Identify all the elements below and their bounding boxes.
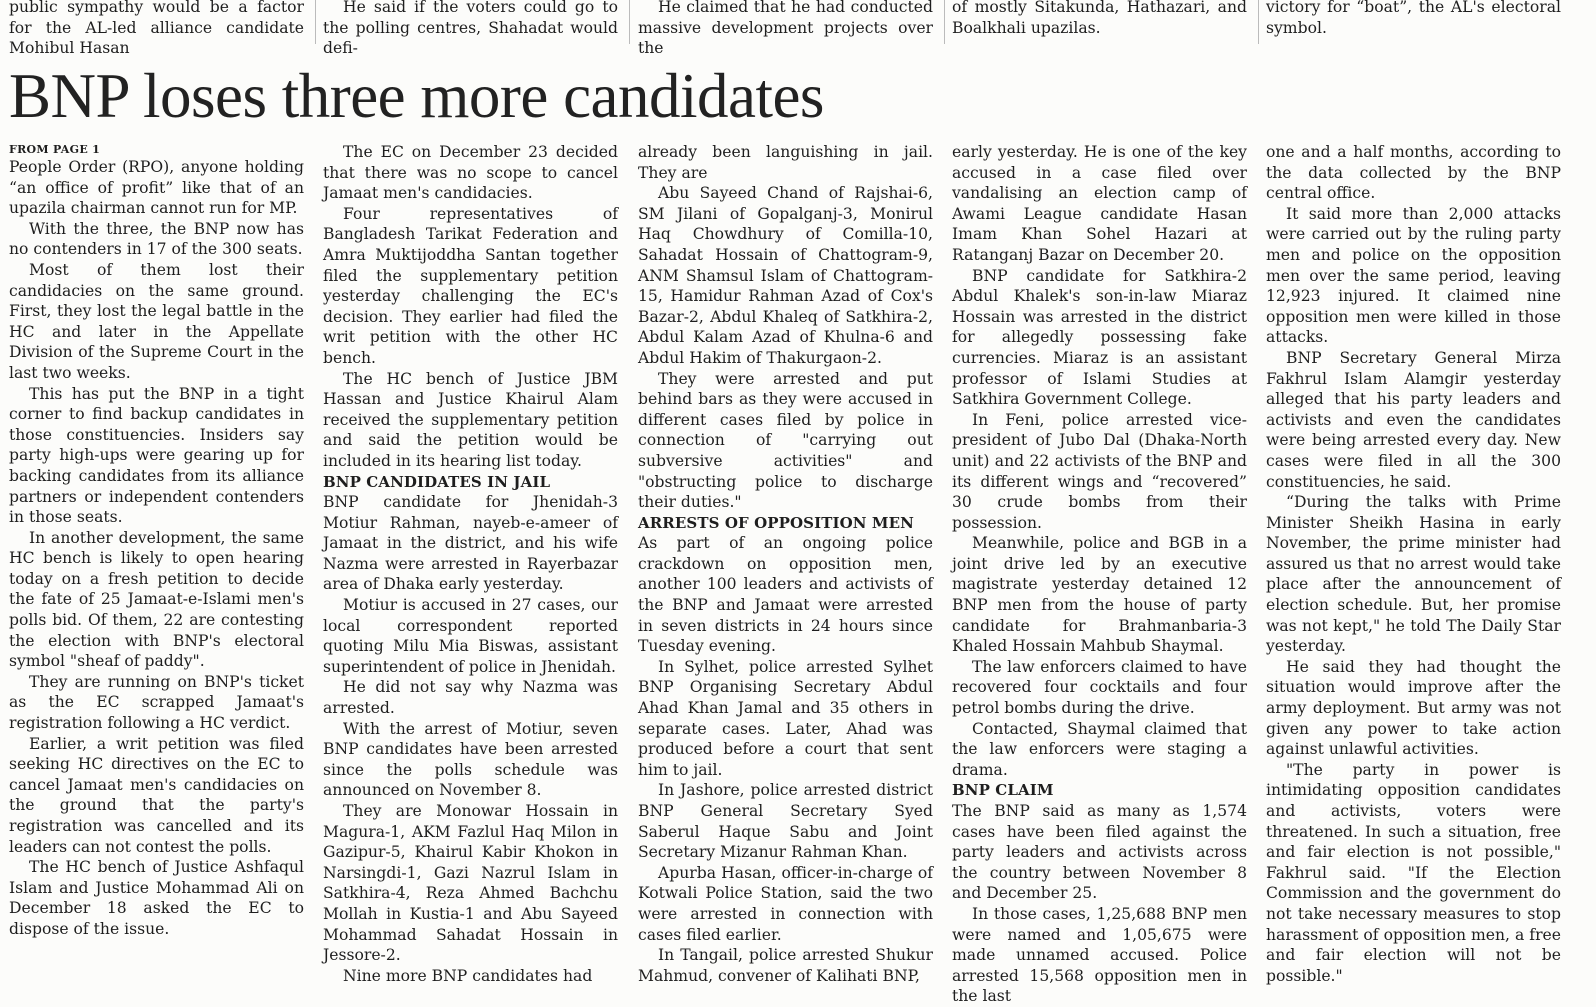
subheading: BNP CANDIDATES IN JAIL bbox=[323, 472, 551, 491]
paragraph: In Feni, police arrested vice-president of Jubo Dal (Dhaka-North unit) and 22 activists of the BNP and its different wings and “recovered” 30 crude bombs from their possession. bbox=[952, 410, 1247, 532]
column-rule bbox=[944, 0, 945, 44]
paragraph: "The party in power is intimidating opposition candidates and activists, voters were threatened. In such a situation, free and fair election is not possible," Fakhrul said. "If the Election Commission and the government do not take necessary measures to stop harassment of opposition men, a free and fair election will not be possible." bbox=[1266, 760, 1561, 985]
paragraph: In those cases, 1,25,688 BNP men were named and 1,05,675 were made unnamed accused. Police arrested 15,568 opposition men in the last bbox=[952, 904, 1247, 1006]
paragraph: The EC on December 23 decided that there was no scope to cancel Jamaat men's candidacies. bbox=[323, 143, 618, 203]
article-column-4 bbox=[952, 142, 1247, 1006]
paragraph: Most of them lost their candidacies on the same ground. First, they lost the legal battle in the HC and later in the Appellate Division of the Supreme Court in the last two weeks. bbox=[9, 260, 304, 382]
top-column-text: public sympathy would be a factor for the AL-led alliance candidate Mohibul Hasan bbox=[9, 0, 304, 58]
paragraph: The law enforcers claimed to have recovered four cocktails and four petrol bombs during the drive. bbox=[952, 657, 1247, 718]
paragraph: They are running on BNP's ticket as the EC scrapped Jamaat's registration following a HC verdict. bbox=[9, 672, 304, 733]
column-rule bbox=[315, 0, 316, 44]
paragraph: Meanwhile, police and BGB in a joint drive led by an executive magistrate yesterday detained 12 BNP men from the house of party candidate for Brahmanbaria-3 Khaled Hossain Mahbub Shaymal. bbox=[952, 534, 1247, 656]
paragraph: The HC bench of Justice Ashfaqul Islam and Justice Mohammad Ali on December 18 asked the EC to dispose of the issue. bbox=[9, 858, 304, 938]
paragraph: already been languishing in jail. They are bbox=[638, 143, 933, 182]
paragraph: The BNP said as many as 1,574 cases have been filed against the party leaders and activists across the country between November 8 and December 25. bbox=[952, 802, 1247, 903]
paragraph: Motiur is accused in 27 cases, our local correspondent reported quoting Milu Mia Biswas, assistant superintendent of police in Jhenidah. bbox=[323, 596, 618, 676]
paragraph: Earlier, a writ petition was filed seeking HC directives on the EC to cancel Jamaat men's candidacies on the ground that the party's registration was cancelled and its leaders can not contest the polls. bbox=[9, 734, 304, 856]
paragraph: It said more than 2,000 attacks were carried out by the ruling party men and police on the opposition men over the same period, leaving 12,923 injured. It claimed nine opposition men were killed in those attacks. bbox=[1266, 204, 1561, 347]
paragraph: With the arrest of Motiur, seven BNP candidates have been arrested since the polls schedule was announced on November 8. bbox=[323, 719, 618, 800]
paragraph: early yesterday. He is one of the key accused in a case filed over vandalising an election camp of Awami League candidate Hasan Imam Khan Sohel Hazari at Ratanganj Bazar on December 20. bbox=[952, 143, 1247, 264]
paragraph: “During the talks with Prime Minister Sheikh Hasina in early November, the prime minister had assured us that no arrest would take place after the announcement of election schedule. But, her promise was not kept," he told The Daily Star yesterday. bbox=[1266, 493, 1561, 656]
top-column-4 bbox=[952, 0, 1247, 44]
paragraph: With the three, the BNP now has no contenders in 17 of the 300 seats. bbox=[9, 219, 304, 259]
paragraph: Four representatives of Bangladesh Tarikat Federation and Amra Muktijoddha Santan together filed the supplementary petition yesterday challenging the EC's decision. They earlier had filed the writ petition with the other HC bench. bbox=[323, 204, 618, 367]
paragraph: In Tangail, police arrested Shukur Mahmud, convener of Kalihati BNP, bbox=[638, 946, 933, 985]
continued-from-label: FROM PAGE 1 bbox=[9, 143, 101, 156]
top-column-text: of mostly Sitakunda, Hathazari, and Boalkhali upazilas. bbox=[952, 0, 1247, 37]
paragraph: Apurba Hasan, officer-in-charge of Kotwali Police Station, said the two were arrested in connection with cases filed earlier. bbox=[638, 863, 933, 944]
top-column-1 bbox=[9, 0, 304, 58]
subheading: ARRESTS OF OPPOSITION MEN bbox=[638, 513, 914, 532]
headline: BNP loses three more candidates bbox=[9, 61, 824, 131]
paragraph: The HC bench of Justice JBM Hassan and Justice Khairul Alam received the supplementary petition and said the petition would be included in its hearing list today. bbox=[323, 369, 618, 470]
paragraph: In another development, the same HC bench is likely to open hearing today on a fresh petition to decide the fate of 25 Jamaat-e-Islami men's polls bid. Of them, 22 are contesting the election with BNP's electoral symbol "sheaf of paddy". bbox=[9, 528, 304, 671]
paragraph: They were arrested and put behind bars as they were accused in different cases filed by police in connection of "carrying out subversive activities" and "obstructing police to discharge their duties." bbox=[638, 369, 933, 512]
top-column-3 bbox=[638, 0, 933, 58]
paragraph: BNP Secretary General Mirza Fakhrul Islam Alamgir yesterday alleged that his party leaders and activists and even the candidates were being arrested every day. New cases were filed in all the 300 constituencies, he said. bbox=[1266, 348, 1561, 491]
top-column-text: He claimed that he had conducted massive development projects over the bbox=[638, 0, 933, 58]
paragraph: In Sylhet, police arrested Sylhet BNP Organising Secretary Abdul Ahad Khan Jamal and 35 others in separate cases. Later, Ahad was produced before a court that sent him to jail. bbox=[638, 657, 933, 779]
paragraph: They are Monowar Hossain in Magura-1, AKM Fazlul Haq Milon in Gazipur-5, Khairul Kabir Khokon in Narsingdi-1, Gazi Nazrul Islam in Satkhira-4, Reza Ahmed Bachchu Mollah in Kustia-1 and Abu Sayeed Mohammad Sahadat Hossain in Jessore-2. bbox=[323, 802, 618, 965]
top-column-text: He said if the voters could go to the polling centres, Shahadat would defi- bbox=[323, 0, 618, 58]
article-column-5 bbox=[1266, 142, 1561, 985]
paragraph: Nine more BNP candidates had bbox=[343, 966, 593, 985]
subheading: BNP CLAIM bbox=[952, 781, 1054, 800]
paragraph: He did not say why Nazma was arrested. bbox=[323, 678, 618, 718]
column-rule bbox=[1258, 0, 1259, 44]
article-column-3 bbox=[638, 142, 933, 985]
top-column-2 bbox=[323, 0, 618, 58]
paragraph: BNP candidate for Satkhira-2 Abdul Khalek's son-in-law Miaraz Hossain was arrested in the district for allegedly possessing fake currencies. Miaraz is an assistant professor of Islami Studies at Satkhira Government College. bbox=[952, 266, 1247, 409]
paragraph: one and a half months, according to the data collected by the BNP central office. bbox=[1266, 143, 1561, 203]
paragraph: Abu Sayeed Chand of Rajshai-6, SM Jilani of Gopalganj-3, Monirul Haq Chowdhury of Comilla-10, Sahadat Hossain of Chattogram-9, ANM Shamsul Islam of Chattogram-15, Hamidur Rahman Azad of Cox's Bazar-2, Abdul Khaleq of Satkhira-2, Abdul Kalam Azad of Khulna-6 and Abdul Hakim of Thakurgaon-2. bbox=[638, 184, 933, 367]
top-column-5 bbox=[1266, 0, 1561, 44]
column-rule bbox=[629, 0, 630, 44]
paragraph: As part of an ongoing police crackdown on opposition men, another 100 leaders and activists of the BNP and Jamaat were arrested in seven districts in 24 hours since Tuesday evening. bbox=[638, 534, 933, 656]
paragraph: He said they had thought the situation would improve after the army deployment. But army was not given any power to take action against unlawful activities. bbox=[1266, 657, 1561, 759]
paragraph: This has put the BNP in a tight corner to find backup candidates in those constituencies. Insiders say party high-ups were gearing up for backing candidates from its alliance partners or independent contenders in those seats. bbox=[9, 384, 304, 527]
paragraph: BNP candidate for Jhenidah-3 Motiur Rahman, nayeb-e-ameer of Jamaat in the district, and his wife Nazma were arrested in Rayerbazar area of Dhaka early yesterday. bbox=[323, 493, 618, 594]
article-column-2 bbox=[323, 142, 618, 985]
paragraph: In Jashore, police arrested district BNP General Secretary Syed Saberul Haque Sabu and Joint Secretary Mizanur Rahman Khan. bbox=[638, 781, 933, 862]
top-column-text: victory for “boat”, the AL's electoral symbol. bbox=[1266, 0, 1561, 37]
paragraph: Contacted, Shaymal claimed that the law enforcers were staging a drama. bbox=[952, 719, 1247, 779]
article-column-1 bbox=[9, 142, 304, 977]
paragraph: People Order (RPO), anyone holding “an office of profit” like that of an upazila chairman cannot run for MP. bbox=[9, 158, 304, 218]
